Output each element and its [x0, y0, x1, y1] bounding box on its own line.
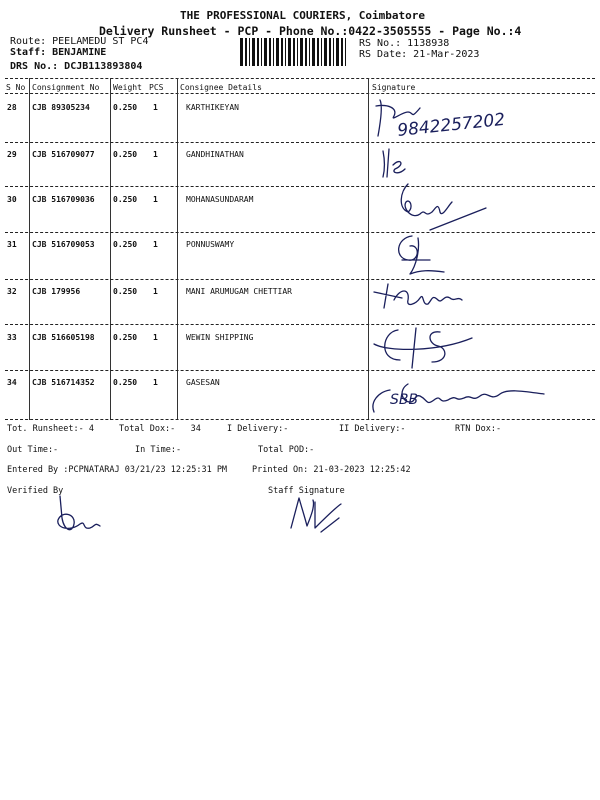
rtn-dox: RTN Dox:-	[455, 424, 502, 434]
row-sno: 34	[7, 378, 17, 387]
barcode-bar	[305, 38, 307, 66]
i-delivery: I Delivery:-	[227, 424, 289, 434]
runsheet-subtitle: Delivery Runsheet - PCP - Phone No.:0422-3505555 - Page No.:4	[99, 24, 522, 38]
row-weight: 0.250	[113, 195, 138, 204]
rs-number: RS No.: 1138938	[359, 38, 450, 49]
row-weight: 0.250	[113, 287, 138, 296]
staff-signature-mark	[285, 488, 355, 538]
staff-signature-label: Staff Signature	[268, 486, 345, 496]
row-weight: 0.250	[113, 150, 138, 159]
barcode-bar	[276, 38, 279, 66]
barcode-bar	[273, 38, 274, 66]
row-pcs: 1	[153, 240, 158, 249]
row-pcs: 1	[153, 195, 158, 204]
col-divider-consignment	[110, 78, 111, 420]
row-consignment-no: CJB 516709053	[32, 240, 95, 249]
col-header-consignee: Consignee Details	[180, 83, 262, 92]
col-header-weight: Weight	[113, 83, 142, 92]
company-title: THE PROFESSIONAL COURIERS, Coimbatore	[180, 9, 426, 22]
barcode-bar	[245, 38, 247, 66]
row-consignment-no: CJB 179956	[32, 287, 81, 296]
total-dox: Total Dox:- 34	[119, 424, 201, 434]
row-pcs: 1	[153, 333, 158, 342]
verifier-signature	[50, 490, 110, 540]
barcode-bar	[297, 38, 298, 66]
row-consignee: GANDHINATHAN	[186, 150, 244, 159]
barcode-bar	[324, 38, 327, 66]
in-time: In Time:-	[135, 445, 182, 455]
barcode-bar	[249, 38, 250, 66]
barcode-bar	[293, 38, 295, 66]
barcode-bar	[309, 38, 310, 66]
barcode-bar	[252, 38, 255, 66]
row-separator	[5, 232, 595, 233]
row-pcs: 1	[153, 287, 158, 296]
barcode-bar	[329, 38, 331, 66]
barcode-bar	[281, 38, 283, 66]
barcode-bar	[312, 38, 315, 66]
barcode-bar	[257, 38, 259, 66]
svg-text:9842257202: 9842257202	[396, 109, 507, 141]
barcode-bar	[300, 38, 303, 66]
drs-number: DRS No.: DCJB113893804	[10, 61, 143, 72]
row-consignee: MANI ARUMUGAM CHETTIAR	[186, 287, 292, 296]
entered-by: Entered By :PCPNATARAJ 03/21/23 12:25:31 PM	[7, 465, 228, 475]
verified-by-label: Verified By	[7, 486, 64, 496]
printed-on: Printed On: 21-03-2023 12:25:42	[252, 465, 411, 475]
signature-row-28	[368, 94, 538, 144]
row-consignee: WEWIN SHIPPING	[186, 333, 254, 342]
row-sno: 33	[7, 333, 17, 342]
rs-date: RS Date: 21-Mar-2023	[359, 49, 480, 60]
row-consignee: KARTHIKEYAN	[186, 103, 239, 112]
row-consignment-no: CJB 516709036	[32, 195, 95, 204]
staff-label: Staff: BENJAMINE	[10, 47, 107, 58]
row-separator	[5, 324, 595, 325]
svg-text:SBB: SBB	[390, 392, 419, 408]
barcode-bar	[240, 38, 243, 66]
col-divider-pcs	[177, 78, 178, 420]
signature-row-30	[390, 178, 490, 234]
row-separator	[5, 279, 595, 280]
row-consignee: MOHANASUNDARAM	[186, 195, 254, 204]
row-sno: 29	[7, 150, 17, 159]
barcode-bar	[321, 38, 322, 66]
col-header-signature: Signature	[372, 83, 416, 92]
row-sno: 28	[7, 103, 17, 112]
row-sno: 30	[7, 195, 17, 204]
tot-runsheet: Tot. Runsheet:- 4	[7, 424, 94, 434]
row-consignment-no: CJB 516714352	[32, 378, 95, 387]
route-label: Route: PEELAMEDU ST PC4	[10, 36, 149, 47]
barcode-bar	[264, 38, 267, 66]
barcode-bar	[288, 38, 291, 66]
signature-row-33	[368, 316, 478, 374]
signature-row-29	[375, 143, 435, 183]
barcode-bar	[336, 38, 339, 66]
barcode-bar	[341, 38, 343, 66]
col-divider-sno	[29, 78, 30, 420]
row-weight: 0.250	[113, 240, 138, 249]
barcode-bar	[317, 38, 319, 66]
barcode-bar	[345, 38, 346, 66]
ii-delivery: II Delivery:-	[339, 424, 406, 434]
row-consignment-no: CJB 516605198	[32, 333, 95, 342]
row-consignee: PONNUSWAMY	[186, 240, 235, 249]
barcode-bar	[261, 38, 262, 66]
row-weight: 0.250	[113, 378, 138, 387]
signature-row-32	[370, 278, 500, 318]
row-pcs: 1	[153, 103, 158, 112]
row-pcs: 1	[153, 150, 158, 159]
barcode-image	[240, 38, 348, 66]
row-separator	[5, 370, 595, 371]
barcode-bar	[269, 38, 271, 66]
row-weight: 0.250	[113, 103, 138, 112]
row-sno: 31	[7, 240, 17, 249]
out-time: Out Time:-	[7, 445, 59, 455]
barcode-bar	[333, 38, 334, 66]
col-header-sno: S No	[6, 83, 26, 92]
barcode-bar	[285, 38, 286, 66]
row-consignment-no: CJB 89305234	[32, 103, 90, 112]
col-header-consignment: Consignment No	[32, 83, 100, 92]
col-header-pcs: PCS	[149, 83, 164, 92]
row-consignee: GASESAN	[186, 378, 220, 387]
row-pcs: 1	[153, 378, 158, 387]
row-consignment-no: CJB 516709077	[32, 150, 95, 159]
signature-row-34	[368, 372, 548, 420]
signature-row-31	[390, 230, 450, 280]
total-pod: Total POD:-	[258, 445, 315, 455]
row-sno: 32	[7, 287, 17, 296]
row-separator	[5, 186, 595, 187]
row-weight: 0.250	[113, 333, 138, 342]
table-top-rule	[5, 78, 595, 79]
